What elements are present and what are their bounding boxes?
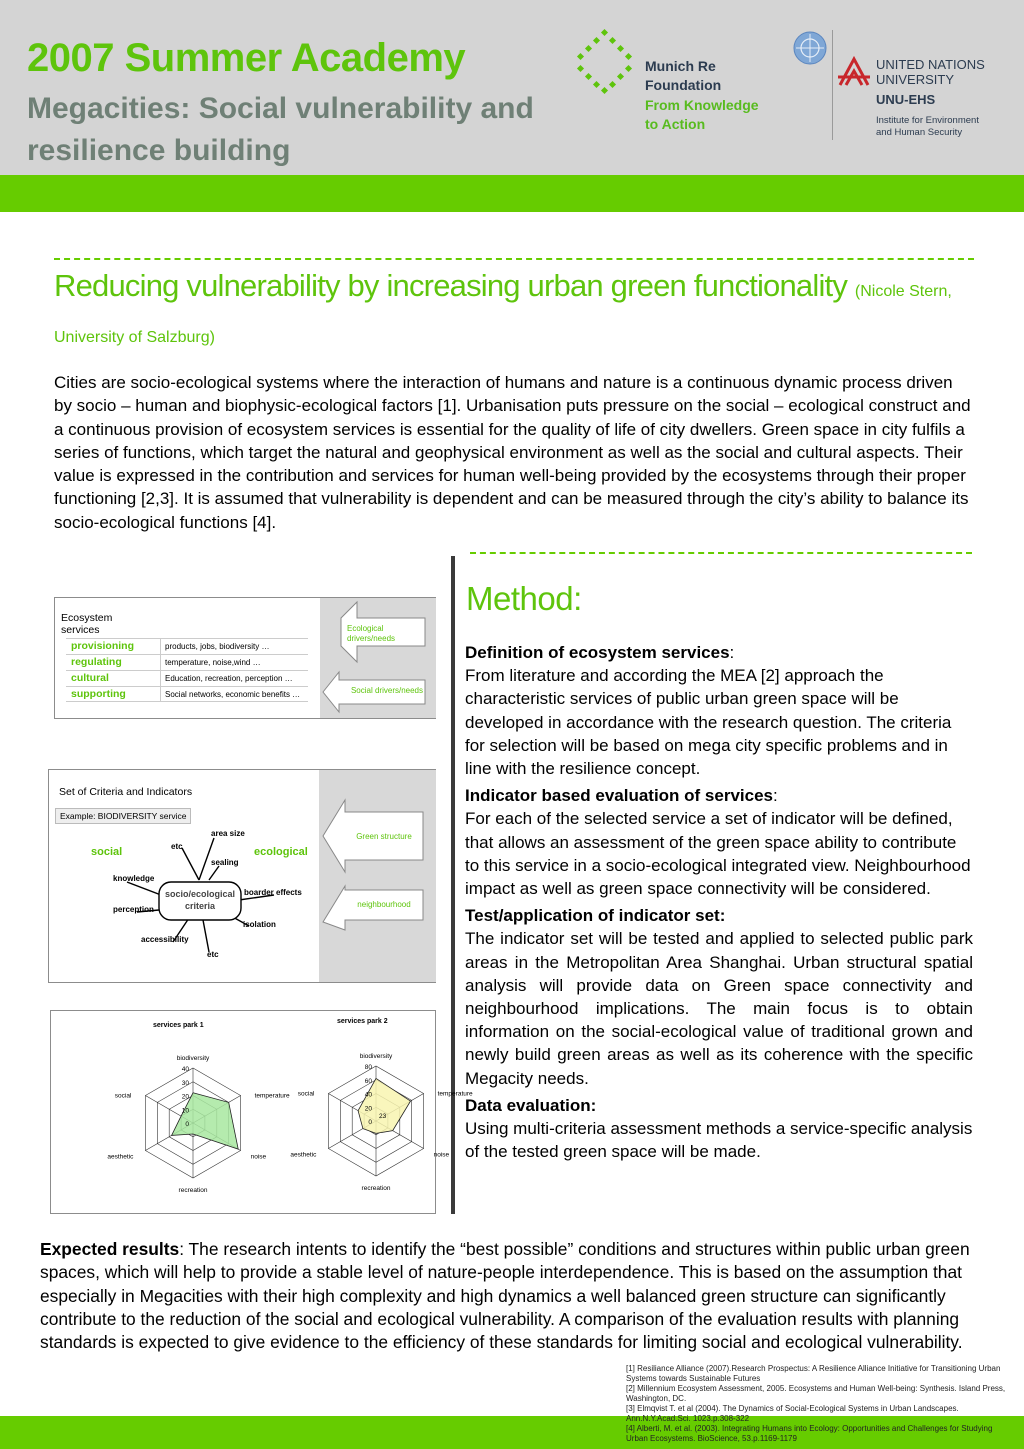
- radar-axis-label: social: [114, 1092, 132, 1100]
- service-desc: Education, recreation, perception …: [165, 674, 293, 683]
- service-desc: Social networks, economic benefits …: [165, 690, 301, 699]
- title-divider: [54, 258, 974, 260]
- service-desc: products, jobs, biodiversity …: [165, 642, 270, 651]
- ecosystem-services-heading: Ecosystem services: [61, 612, 113, 636]
- reference-item: [2] Millennium Ecosystem Assessment, 2005. Ecosystems and Human Well-being: Synthesis. Island Press, Washington, DC.: [626, 1384, 1006, 1403]
- ecosystem-services-figure: [54, 597, 436, 719]
- method-s1-head: Definition of ecosystem services: [465, 643, 730, 662]
- label-knowledge: knowledge: [113, 874, 155, 883]
- radar-axis-label: recreation: [361, 1185, 391, 1192]
- radar-axis-label: aesthetic: [290, 1151, 317, 1159]
- radar-axis-label: social: [297, 1090, 315, 1098]
- radar-title: services park 2: [337, 1018, 388, 1025]
- service-row: [66, 638, 308, 654]
- reference-item: [4] Alberti, M. et al. (2003). Integrating Humans into Ecology: Opportunities and Challenges for Studying Urban Ecosystems. BioScience, 53.p.1169-1179: [626, 1424, 993, 1443]
- services-table: [66, 638, 308, 702]
- intro-paragraph: Cities are socio-ecological systems where the interaction of humans and nature is a continuous dynamic process driven by socio – human and biophysic-ecological factors [1]. Urbanisation puts pressure on the social – ecological construct and a continuous provision of ecosystem services is essential for the quality of life of city dwellers. Green space in city fulfils a series of functions, which target the natural and geophysical environment as well as the social and cultural aspects. Their value is expressed in the contribution and services for human well-being provided by the ecosystems through their proper functioning [2,3]. It is assumed that vulnerability is dependent and can be measured through the city’s ability to balance its socio-ecological functions [4].: [54, 373, 971, 532]
- label-area-size: area size: [211, 829, 245, 838]
- radar-axis-label: aesthetic: [107, 1153, 134, 1161]
- expected-results: [40, 1238, 980, 1354]
- service-name: regulating: [66, 655, 161, 670]
- criteria-indicators-figure: [48, 769, 436, 983]
- radar-tick-label: 40: [181, 1066, 189, 1073]
- method-section: [465, 641, 973, 1163]
- logo-divider: [832, 30, 833, 140]
- example-tag: Example: BIODIVERSITY service: [55, 808, 191, 824]
- radar-tick-label: 20: [364, 1105, 372, 1113]
- method-s3: [465, 904, 973, 927]
- expected-head: Expected results: [40, 1239, 180, 1259]
- label-etc-top: etc: [171, 842, 183, 851]
- radar-title: services park 1: [153, 1022, 204, 1029]
- header-green-bar: [0, 175, 1024, 212]
- radar-axis-label: noise: [250, 1153, 267, 1161]
- social-drivers-label: Social drivers/needs: [350, 686, 424, 695]
- label-perception: perception: [113, 905, 154, 914]
- radar-axis-label: biodiversity: [359, 1053, 393, 1060]
- unu-institute: Institute for Environment and Human Security: [876, 115, 979, 138]
- ecological-label: ecological: [254, 846, 308, 858]
- social-label: social: [91, 846, 123, 858]
- method-divider: [470, 552, 972, 554]
- radar-tick-label: 60: [364, 1077, 372, 1085]
- method-s2-head: Indicator based evaluation of services: [465, 786, 774, 806]
- radar-axis-label: noise: [433, 1151, 450, 1159]
- poster-author: (Nicole Stern, University of Salzburg): [54, 283, 952, 346]
- munich-re-tagline: From Knowledge to Action: [645, 97, 759, 132]
- method-s3-text: The indicator set will be tested and applied to selected public park areas in the Metropolitan Area Shanghai. Urban structural spatial analysis will provide data on Green space connectivity and neighbourhood implications. The main focus is to obtain information on the social-ecological value of traditional grown and newly build green areas as well as its coherence with the specific Megacity needs.: [465, 929, 973, 1088]
- service-name: provisioning: [66, 639, 161, 654]
- green-structure-label: Green structure: [356, 832, 412, 841]
- radar-axis-label: temperature: [254, 1092, 290, 1100]
- reference-item: [1] Resiliance Alliance (2007).Research Prospectus: A Resilience Alliance Initiative for Transitioning Urban Systems towards Sustainable Futures: [626, 1364, 1001, 1383]
- radar-axis-label: biodiversity: [176, 1055, 210, 1062]
- radar-tick-label: 30: [181, 1079, 189, 1087]
- label-etc-bottom: etc: [207, 950, 219, 959]
- academy-title: 2007 Summer Academy: [27, 36, 466, 80]
- radar-tick-label: 20: [181, 1093, 189, 1101]
- reference-item: [3] Elmqvist T. et al (2004). The Dynamics of Social-Ecological Systems in Urban Landscapes. Ann.N.Y.Acad.Sci. 1023.p.308-322: [626, 1404, 959, 1423]
- radar-annotation: 23: [379, 1113, 387, 1120]
- radar-axis-label: recreation: [178, 1187, 208, 1194]
- radar-axis-label: temperature: [437, 1090, 473, 1098]
- poster-title: Reducing vulnerability by increasing urban green functionality (Nicole Stern, University of Salzburg): [54, 268, 952, 346]
- service-name: supporting: [66, 687, 161, 701]
- method-s1-text: From literature and according the MEA [2] approach the characteristic services of public urban green space will be developed in accordance with the research question. The criteria for selection will be based on mega city specific problems and in line with the resilience concept.: [465, 666, 952, 779]
- radar-tick-label: 10: [181, 1107, 189, 1115]
- unu-name: UNITED NATIONS UNIVERSITY: [876, 57, 985, 87]
- ecological-drivers-label: Ecological drivers/needs: [347, 624, 396, 643]
- unu-logo-icon: [836, 55, 872, 89]
- criteria-heading: Set of Criteria and Indicators: [59, 786, 193, 798]
- method-s4: [465, 1094, 973, 1117]
- service-desc: temperature, noise,wind …: [165, 658, 261, 667]
- method-s2: Indicator based evaluation of services:: [465, 786, 778, 806]
- radar-tick-label: 40: [364, 1091, 372, 1099]
- academy-subtitle: Megacities: Social vulnerability and resilience building: [27, 92, 534, 167]
- method-heading: Method:: [466, 580, 582, 617]
- radar-series: [172, 1093, 239, 1149]
- expected-text: : The research intents to identify the “best possible” conditions and structures within public urban green spaces, which will help to provide a stable level of nature-people interdependence. This is based on the assumption that especially in Megacities with their high complexity and high dynamics a well balanced green structure can significantly contribute to the reduction of the social and ecological vulnerability. A comparison of the evaluation results with planning standards is expected to give evidence to the efficiency of these standards for limiting social and ecological vulnerability.: [40, 1239, 970, 1353]
- radar-tick-label: 0: [185, 1121, 189, 1128]
- method-s3-head: Test/application of indicator set:: [465, 906, 726, 926]
- references: [626, 1364, 1006, 1444]
- criteria-arrows: [319, 770, 436, 982]
- column-divider: [451, 556, 455, 1214]
- label-accessibility: accessibility: [141, 935, 189, 944]
- neighbourhood-label: neighbourhood: [357, 900, 411, 909]
- unu-ehs: UNU-EHS: [876, 92, 936, 107]
- service-name: cultural: [66, 671, 161, 686]
- label-isolation: isolation: [243, 920, 276, 929]
- method-s1: Definition of ecosystem services:: [465, 643, 735, 662]
- method-s4-head: Data evaluation:: [465, 1095, 597, 1115]
- radar-charts-figure: [50, 1010, 473, 1214]
- label-boarder-effects: boarder effects: [244, 888, 302, 897]
- method-s4-text: Using multi-criteria assessment methods a service-specific analysis of the tested green space will be made.: [465, 1119, 973, 1162]
- radar-tick-label: 0: [368, 1119, 372, 1126]
- munich-re-name: Munich Re Foundation: [645, 58, 722, 93]
- un-emblem-icon: [792, 30, 828, 66]
- center-node: socio/ecological criteria: [164, 889, 236, 911]
- label-sealing: sealing: [211, 858, 239, 867]
- radar-charts: [51, 1011, 473, 1215]
- method-s2-text: For each of the selected service a set of indicator will be defined, that allows an assessment of the green space ability to contribute to this service in a socio-ecological integrated view. Neighbourhood impact as well as green space connectivity will be considered.: [465, 809, 971, 899]
- drivers-arrows: [321, 598, 437, 719]
- mind-map: [49, 770, 319, 982]
- service-row: [66, 670, 308, 686]
- service-row: [66, 686, 308, 702]
- radar-tick-label: 80: [364, 1064, 372, 1071]
- service-row: [66, 654, 308, 670]
- munich-re-logo-icon: [572, 30, 638, 96]
